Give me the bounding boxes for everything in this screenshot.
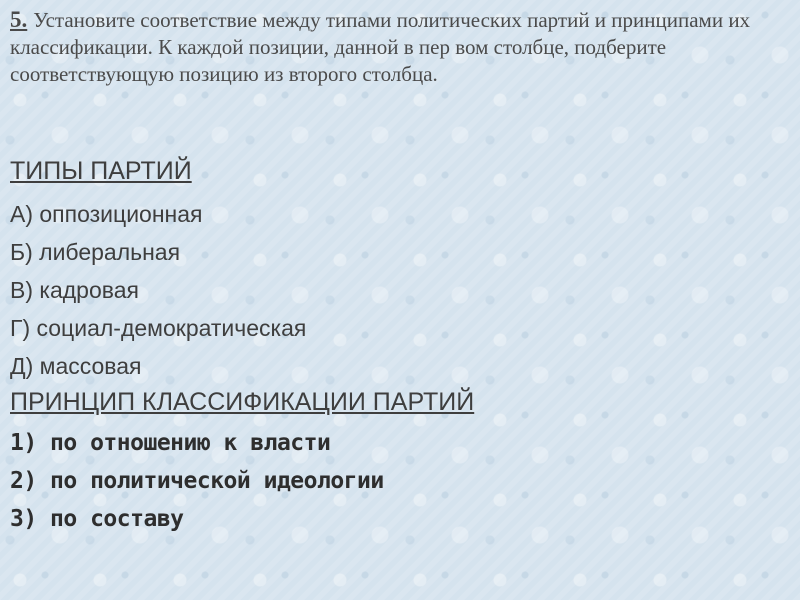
task-number: 5. xyxy=(10,7,28,32)
party-type-item: А) оппозиционная xyxy=(10,201,203,227)
classification-principle-item: 1) по отношению к власти xyxy=(10,430,331,456)
task-statement xyxy=(10,6,790,88)
party-types-list xyxy=(10,197,306,387)
party-type-item: В) кадровая xyxy=(10,277,139,303)
task-text: Установите соответствие между типами политических партий и принципами их классификации. К каждой позиции, данной в пер вом столбце, подберите соответствующую позицию из второго столбца. xyxy=(10,8,751,86)
party-type-item: Г) социал-демократическая xyxy=(10,315,307,341)
party-type-item: Д) массовая xyxy=(10,353,142,379)
classification-principle-item: 3) по составу xyxy=(10,506,184,532)
classification-principle-heading: ПРИНЦИП КЛАССИФИКАЦИИ ПАРТИЙ xyxy=(10,388,475,416)
party-types-heading: ТИПЫ ПАРТИЙ xyxy=(10,157,192,185)
party-type-item: Б) либеральная xyxy=(10,239,181,265)
classification-principles-list xyxy=(10,426,384,540)
classification-principle-item: 2) по политической идеологии xyxy=(10,468,384,494)
